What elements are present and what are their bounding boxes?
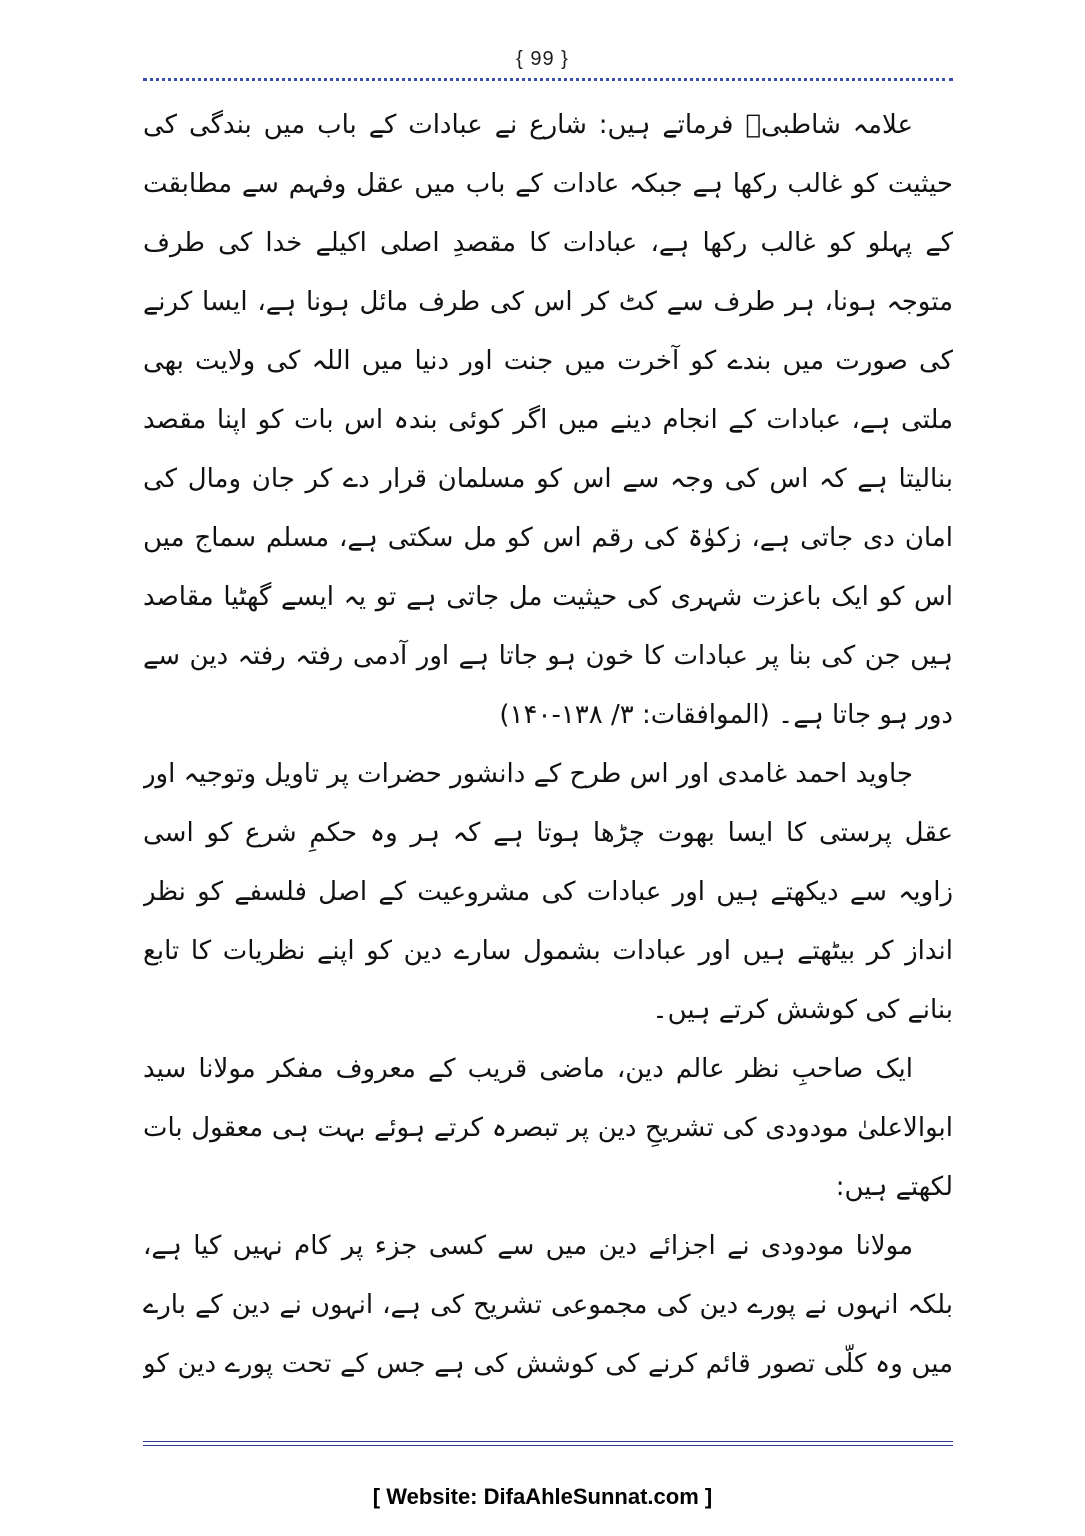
website-footer: [ Website: DifaAhleSunnat.com ]: [372, 1484, 713, 1509]
paragraph-ghamidi-critique: جاوید احمد غامدی اور اس طرح کے دانشور حضرات پر تاویل وتوجیہ اور عقل پرستی کا ایسا بھوت چڑھا ہوتا ہے کہ ہر وہ حکمِ شرع کو اسی زاویہ سے دیکھتے ہیں اور عبادات کی مشروعیت کے اصل فلسفے کو نظر انداز کر بیٹھتے ہیں اور عبادات بشمول سارے دین کو اپنے نظریات کا تابع بنانے کی کوشش کرتے ہیں۔: [143, 759, 953, 1025]
header-dotted-divider: [143, 78, 953, 81]
paragraph-shatibi-quote: علامہ شاطبیؒ فرماتے ہیں: شارع نے عبادات کے باب میں بندگی کی حیثیت کو غالب رکھا ہے جبکہ عادات کے باب میں عقل وفہم سے مطابقت کے پہلو کو غالب رکھا ہے، عبادات کا مقصدِ اصلی اکیلے خدا کی طرف متوجہ ہونا، ہر طرف سے کٹ کر اس کی طرف مائل ہونا ہے، ایسا کرنے کی صورت میں بندے کو آخرت میں جنت اور دنیا میں اللہ کی ولایت بھی ملتی ہے، عبادات کے انجام دینے میں اگر کوئی بندہ اس بات کو اپنا مقصد بنالیتا ہے کہ اس کی وجہ سے اس کو مسلمان قرار دے کر جان ومال کی امان دی جاتی ہے، زکوٰۃ کی رقم اس کو مل سکتی ہے، مسلم سماج میں اس کو ایک باعزت شہری کی حیثیت مل جاتی ہے تو یہ ایسے گھٹیا مقاصد ہیں جن کی بنا پر عبادات کا خون ہو جاتا ہے اور آدمی رفتہ رفتہ دین سے دور ہو جاتا ہے۔ (الموافقات: ۳/ ۱۳۸-۱۴۰): [143, 110, 953, 730]
footer-divider: [143, 1441, 953, 1446]
page-body: [143, 96, 953, 1386]
paragraph-maududi-quote: مولانا مودودی نے اجزائے دین میں سے کسی جزء پر کام نہیں کیا ہے، بلکہ انہوں نے پورے دین کی مجموعی تشریح کی ہے، انہوں نے دین کے بارے میں وہ کلّی تصور قائم کرنے کی کوشش کی ہے جس کے تحت پورے دین کو: [143, 1231, 953, 1379]
page-number: { 99 }: [516, 48, 569, 70]
paragraph-scholar-intro: ایک صاحبِ نظر عالم دین، ماضی قریب کے معروف مفکر مولانا سید ابوالاعلیٰ مودودی کی تشریحِ دین پر تبصرہ کرتے ہوئے بہت ہی معقول بات لکھتے ہیں:: [143, 1054, 953, 1202]
